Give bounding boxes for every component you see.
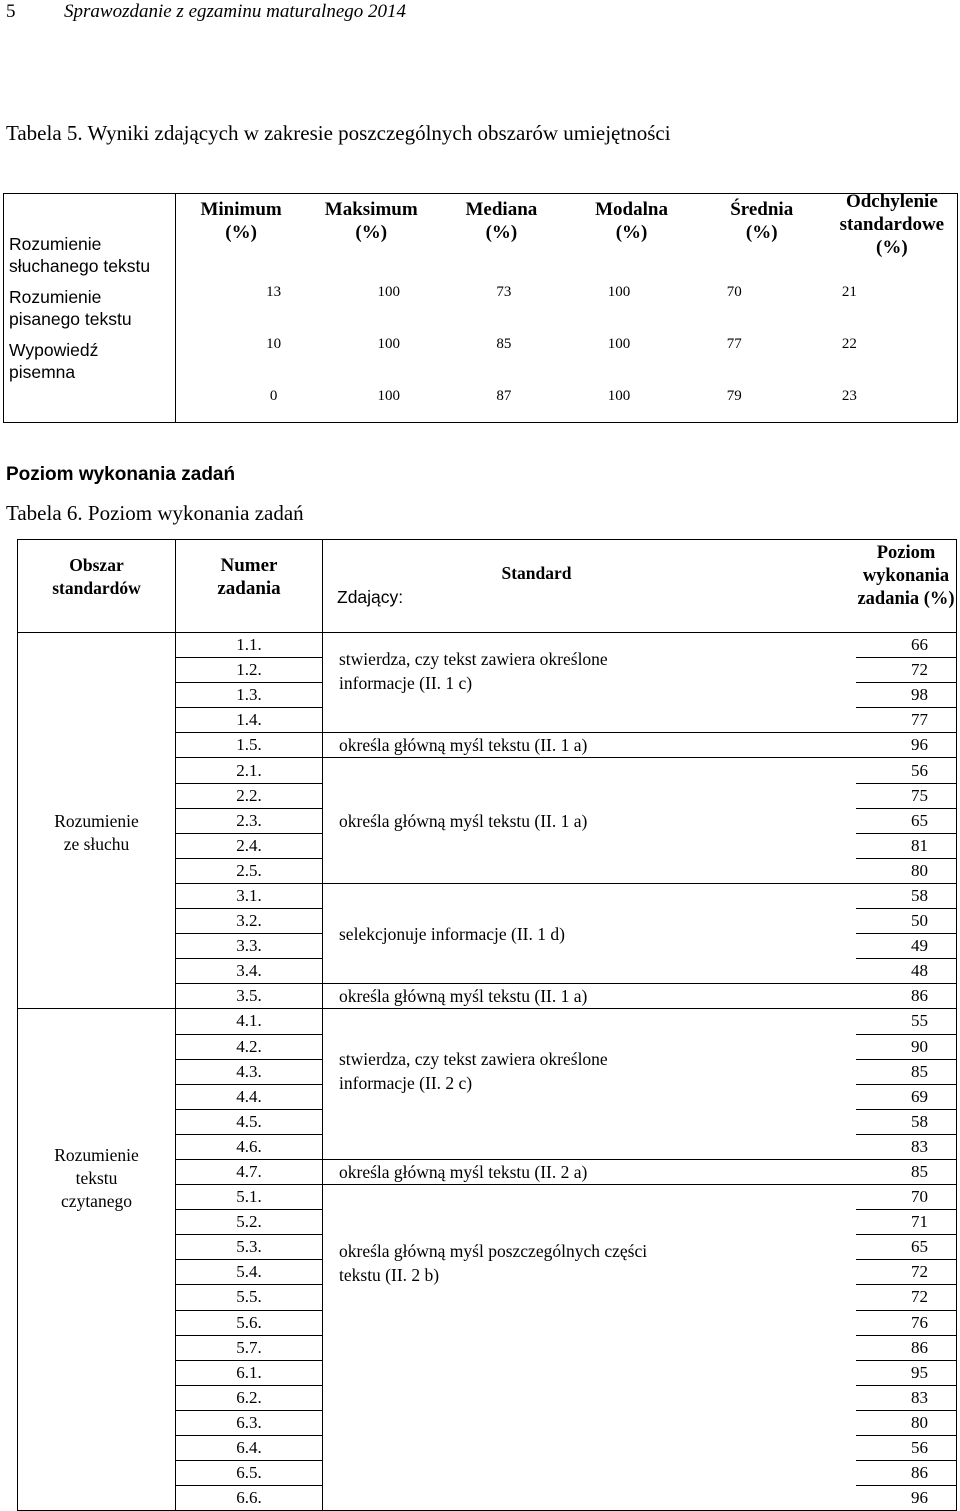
standard-text [323, 1009, 857, 1160]
table6-header-row [18, 540, 957, 633]
text-line: tekstu (II. 2 b) [339, 1265, 440, 1286]
col-mode [572, 198, 692, 266]
col-stddev [832, 190, 952, 266]
task-level: 86 [856, 1335, 957, 1360]
col-minimum [181, 198, 301, 266]
text-line: 100 [607, 283, 631, 300]
task-number: 1.2. [176, 658, 323, 683]
task-number: 3.4. [176, 959, 323, 984]
task-level: 86 [856, 1461, 957, 1486]
task-level: 72 [856, 1285, 957, 1310]
header-number [176, 540, 323, 633]
task-number: 4.3. [176, 1059, 323, 1084]
text-line: (%) [876, 237, 908, 258]
col-mean [702, 198, 822, 266]
task-number: 3.5. [176, 984, 323, 1009]
task-level: 56 [856, 758, 957, 783]
task-level: 80 [856, 858, 957, 883]
task-level: 56 [856, 1436, 957, 1461]
text-line: czytanego [61, 1191, 132, 1212]
standard-text [323, 883, 857, 983]
task-level: 90 [856, 1034, 957, 1059]
text-line: 73 [496, 283, 512, 300]
task-number: 3.2. [176, 909, 323, 934]
column-headers [176, 191, 957, 266]
task-level: 65 [856, 808, 957, 833]
task-number: 4.6. [176, 1134, 323, 1159]
text-line: Maksimum [324, 199, 418, 220]
stats-cell [176, 191, 958, 423]
standard-text [323, 633, 857, 733]
text-line: informacje (II. 2 c) [339, 1073, 473, 1094]
text-line: stwierdza, czy tekst zawiera określone [339, 1049, 608, 1070]
task-level: 72 [856, 1260, 957, 1285]
standard-text [323, 758, 857, 883]
task-number: 5.2. [176, 1210, 323, 1235]
text-line: Rozumienie [54, 1145, 139, 1166]
task-level-table [17, 539, 957, 1511]
row-labels [4, 194, 176, 423]
text-line: określa główną myśl poszczególnych części [339, 1241, 648, 1262]
area-reading [18, 1009, 176, 1511]
text-line: stwierdza, czy tekst zawiera określone [339, 649, 608, 669]
task-level: 75 [856, 783, 957, 808]
task-level: 50 [856, 909, 957, 934]
task-level: 83 [856, 1134, 957, 1159]
task-level: 71 [856, 1210, 957, 1235]
stats-row-writing [176, 370, 957, 422]
task-level: 69 [856, 1084, 957, 1109]
task-level: 58 [856, 883, 957, 908]
text-line: określa główną myśl tekstu (II. 2 a) [339, 1162, 588, 1183]
task-number: 2.3. [176, 808, 323, 833]
text-line: 100 [377, 387, 400, 404]
text-line: 100 [607, 387, 631, 404]
task-number: 5.4. [176, 1260, 323, 1285]
task-number: 4.2. [176, 1034, 323, 1059]
text-line: tekstu [75, 1168, 118, 1189]
text-line: zadania (%) [857, 589, 955, 609]
task-number: 3.3. [176, 934, 323, 959]
task-level: 58 [856, 1109, 957, 1134]
text-line: informacje (II. 1 c) [339, 673, 473, 693]
task-level: 96 [856, 733, 957, 758]
task-level: 49 [856, 934, 957, 959]
task-number: 4.4. [176, 1084, 323, 1109]
standard-text [323, 1185, 857, 1511]
text-line: 79 [726, 387, 742, 404]
area-blank [18, 633, 176, 658]
text-line: Rozumienie [54, 811, 139, 831]
task-level: 65 [856, 1235, 957, 1260]
text-line: (%) [355, 222, 388, 243]
task-number: 1.1. [176, 633, 323, 658]
text-line: Odchylenie [845, 191, 938, 212]
text-line: (%) [225, 222, 257, 243]
task-level: 81 [856, 833, 957, 858]
standard-text [323, 733, 857, 758]
text-line: wykonania [862, 566, 950, 586]
text-line: Średnia [730, 199, 794, 220]
row-label-reading [9, 282, 175, 335]
text-line: Modalna [595, 199, 668, 220]
task-number: 2.4. [176, 833, 323, 858]
text-line: 87 [496, 387, 512, 404]
text-line: określa główną myśl tekstu (II. 1 a) [339, 735, 588, 756]
text-line: 70 [726, 283, 742, 300]
task-number: 6.4. [176, 1436, 323, 1461]
text-line: (%) [615, 222, 648, 243]
header-standard [323, 540, 857, 633]
task-number: 6.6. [176, 1486, 323, 1511]
row-label-writing [9, 335, 175, 388]
text-line: (%) [745, 222, 778, 243]
task-number: 1.5. [176, 733, 323, 758]
text-line: standardów [52, 578, 141, 598]
page-header [6, 1, 906, 23]
table6-caption: Tabela 6. Poziom wykonania zadań [6, 501, 304, 525]
text-line: 0 [269, 387, 278, 404]
task-level: 98 [856, 683, 957, 708]
text-line: 77 [726, 335, 742, 352]
text-line: standardowe [839, 214, 945, 235]
task-level: 66 [856, 633, 957, 658]
task-number: 6.3. [176, 1410, 323, 1435]
text-line: słuchanego tekstu [9, 256, 151, 276]
task-number: 4.1. [176, 1009, 323, 1034]
text-line: ze słuchu [63, 834, 130, 854]
text-line: 100 [377, 283, 400, 300]
task-number: 3.1. [176, 883, 323, 908]
task-level: 77 [856, 708, 957, 733]
text-line: Mediana [465, 199, 538, 220]
header-area [18, 540, 176, 633]
task-number: 1.3. [176, 683, 323, 708]
task-level: 70 [856, 1185, 957, 1210]
text-line: Poziom [876, 543, 936, 563]
area-listening [18, 658, 176, 1009]
text-line: pisemna [9, 362, 76, 382]
task-level: 85 [856, 1159, 957, 1184]
text-line: 100 [377, 335, 400, 352]
task-number: 1.4. [176, 708, 323, 733]
task-level: 95 [856, 1360, 957, 1385]
text-line: selekcjonuje informacje (II. 1 d) [339, 923, 565, 944]
task-number: 2.1. [176, 758, 323, 783]
text-line: określa główną myśl tekstu (II. 1 a) [339, 986, 588, 1007]
standard-title: Standard [501, 563, 572, 583]
text-line: Rozumienie [9, 234, 102, 254]
text-line: 13 [266, 283, 282, 300]
stats-row-reading [176, 318, 957, 370]
task-number: 4.7. [176, 1159, 323, 1184]
col-median [441, 198, 561, 266]
text-line: 10 [266, 335, 282, 352]
task-number: 5.5. [176, 1285, 323, 1310]
text-line: określa główną myśl tekstu (II. 1 a) [339, 810, 588, 831]
task-number: 6.5. [176, 1461, 323, 1486]
col-maximum [311, 198, 431, 266]
task-number: 6.2. [176, 1385, 323, 1410]
text-line: 22 [841, 335, 857, 352]
task-number: 2.2. [176, 783, 323, 808]
task-level: 80 [856, 1410, 957, 1435]
task-level: 55 [856, 1009, 957, 1034]
row-label-listening [9, 229, 175, 282]
text-line: 100 [607, 335, 631, 352]
text-line: Numer [220, 555, 278, 576]
page-number: 5 [6, 1, 16, 22]
text-line: (%) [485, 222, 518, 243]
text-line: zadania [217, 578, 281, 599]
task-level: 76 [856, 1310, 957, 1335]
table5-caption: Tabela 5. Wyniki zdających w zakresie poszczególnych obszarów umiejętności [6, 121, 671, 145]
section-heading: Poziom wykonania zadań [6, 464, 236, 485]
task-level: 83 [856, 1385, 957, 1410]
zdajacy-label: Zdający: [337, 587, 404, 607]
task-number: 5.6. [176, 1310, 323, 1335]
task-number: 5.3. [176, 1235, 323, 1260]
text-line: pisanego tekstu [9, 309, 132, 329]
task-number: 2.5. [176, 858, 323, 883]
task-number: 5.7. [176, 1335, 323, 1360]
text-line: 21 [841, 283, 857, 300]
text-line: Minimum [200, 199, 282, 220]
text-line: Obszar [69, 555, 124, 575]
header-level [856, 540, 957, 633]
task-number: 5.1. [176, 1185, 323, 1210]
stats-row-listening [176, 266, 957, 318]
task-level: 86 [856, 984, 957, 1009]
task-number: 4.5. [176, 1109, 323, 1134]
text-line: Rozumienie [9, 287, 102, 307]
running-title: Sprawozdanie z egzaminu maturalnego 2014 [64, 1, 406, 22]
task-number: 6.1. [176, 1360, 323, 1385]
task-level: 72 [856, 658, 957, 683]
text-line: 85 [496, 335, 512, 352]
standard-text [323, 984, 857, 1009]
task-level: 96 [856, 1486, 957, 1511]
task-level: 85 [856, 1059, 957, 1084]
results-table [3, 193, 958, 423]
text-line: 23 [841, 387, 857, 404]
task-level: 48 [856, 959, 957, 984]
text-line: Wypowiedź [9, 340, 99, 360]
standard-text [323, 1159, 857, 1184]
